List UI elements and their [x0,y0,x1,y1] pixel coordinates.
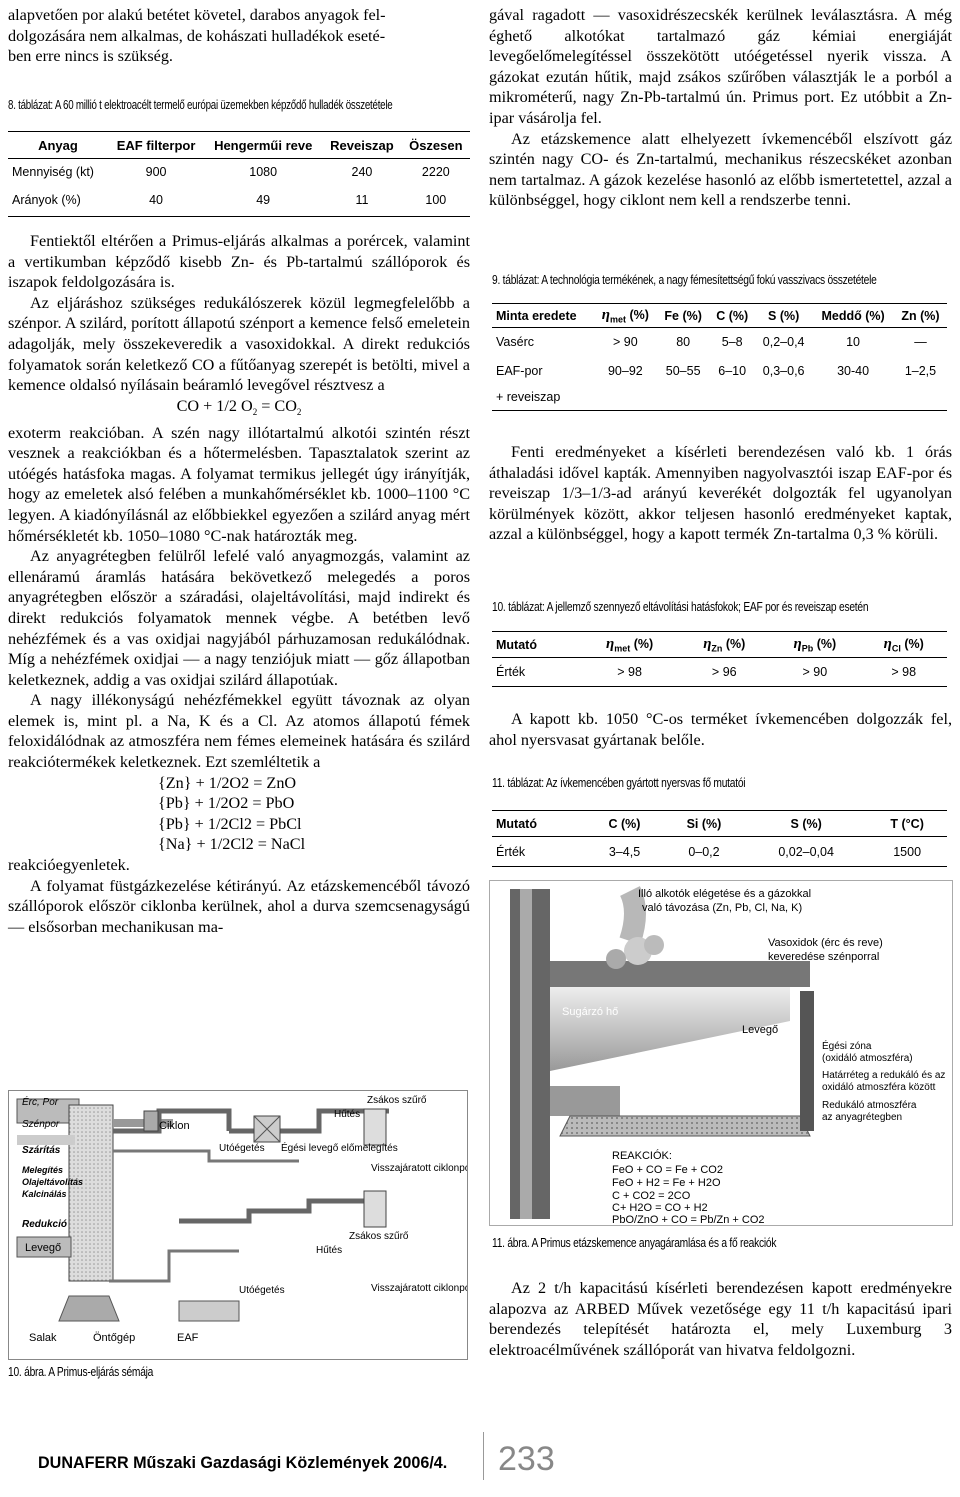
figure10-svg [9,1091,467,1359]
fig11-label: Vasoxidok (érc és reve) [768,937,883,949]
table-cell: Vasérc [496,335,534,350]
fig11-reaction: C + CO2 = 2CO [612,1190,691,1202]
fig11-label: keveredése szénporral [768,951,880,963]
table-cell: 0,2–0,4 [762,335,805,350]
body-text-right-mid [489,442,952,545]
table-cell: 10 [846,335,861,350]
paragraph: gával ragadott — vasoxidrészecskék kerülnek leválasztásra. A még éghető alkotókat tartalmazó gáz kémiai energiáját levegőelőmelegítéssel összekötött utóégetéssel nyerik vissza. A gázokat ezután hűtik, majd zsákos szűrőben választják le a porból a mikrométerű, nagy Zn-Pb-tartalmú ún. Primus port. Ez utóbbit a Zn-ipar vásárolja fel. [489,6,952,127]
fig10-label: Kalcinálás [22,1189,67,1199]
table-cell: 0,3–0,6 [762,363,805,378]
table-cell: 80 [676,335,691,350]
table11 [492,810,947,867]
paragraph: Fenti eredményeket a kísérleti berendezésen való kb. 1 órás áthaladási idővel kapták. Amennyiben nagyolvasztói iszap EAF-por és reveiszap 1/3–1/3-ad arányú keverékét dolgozták fel ugyanolyan körülmények között, akkor teljesen hasonló eredményeket kaptak, azzal a különbséggel, hogy a kapott termék Zn-tartalma 0,3 % körüli. [489,443,952,544]
equation: CO + 1/2 $O_2 = CO_2$ [176,396,302,417]
table8-caption: 8. táblázat: A 60 millió t elektroacélt termelő európai üzemekben képződő hulladék összetétele [8,98,393,112]
journal-title: DUNAFERR Műszaki Gazdasági Közlemények 2006/4. [38,1453,448,1472]
table-cell: 6–10 [718,363,747,378]
subscript: Cl [891,643,901,654]
fig11-label: az anyagrétegben [822,1112,903,1123]
table9-header: S (%) [755,304,812,328]
intro-line: alapvetően por alakú betétet követel, darabos anyagok fel- [8,6,386,24]
table10-caption: 10. táblázat: A jellemző szennyező eltávolítási hatásfokok; EAF por és reveiszap esetén [492,600,869,614]
fig10-label: Utóégetés [239,1285,285,1296]
paragraph: Az anyagrétegben felülről lefelé való anyagmozgás, valamint az ellenáramú áramlás hatására bekövetkező melegedés a poros anyagrétegben először a száradási, olajeltávolítási, majd indirekt és direkt redukciós folyamatok mennek végbe. A betétben levő nehézfémek és a vas oxidjai nagyjából párhuzamosan redukálódnak. Míg a nehézfémek oxidjai — a nagy tenziójuk miatt — gőz állapotban keletkeznek, addig a vas oxidjai szilárd állapotúak. [8,547,470,689]
table8-header: Hengerműi reve [204,132,322,159]
fig10-label: Salak [29,1332,57,1344]
figure10-caption: 10. ábra. A Primus-eljárás sémája [8,1365,154,1379]
table10-header-eta [679,632,769,658]
figure10-diagram [8,1090,468,1360]
table-cell: 11 [322,185,401,217]
body-text-right-mid2 [489,709,952,750]
page-number: 233 [498,1440,555,1478]
fig10-label: Szárítás [22,1145,61,1156]
table9-header: Minta eredete [492,304,594,328]
subscript: met [614,643,631,654]
unit: (%) [722,636,746,651]
reaction: {Pb} + 1/2Cl2 = PbCl [158,814,302,833]
table-row [492,357,947,385]
fig11-reactions-title: REAKCIÓK: [612,1150,672,1162]
fig10-label: Redukció [22,1219,68,1230]
table9-header: Zn (%) [894,304,947,328]
figure11-svg [490,881,952,1225]
subscript: Pb [801,643,814,654]
table8-header: Öszesen [402,132,470,159]
reaction: {Zn} + 1/2O2 = ZnO [158,773,297,792]
table-cell: 100 [402,185,470,217]
table-row [492,658,947,687]
unit: (%) [630,636,654,651]
table11-header: C (%) [586,811,663,837]
table10 [492,631,947,687]
table-row [8,185,470,217]
table11-header: Mutató [492,811,586,837]
fig11-label: való távozása (Zn, Pb, Cl, Na, K) [642,902,803,914]
unit: (%) [900,636,924,651]
fig10-label: Szénpor [22,1119,60,1130]
fig11-reaction: PbO/ZnO + CO = Pb/Zn + CO2 [612,1214,765,1225]
fig10-label: Olajeltávolítás [22,1177,84,1187]
fig10-label: Melegítés [22,1165,64,1175]
table-cell: 30-40 [837,363,870,378]
table-cell: 240 [351,164,373,179]
table9-header: Fe (%) [657,304,709,328]
fig10-label: Ciklon [159,1120,190,1132]
table11-caption: 11. táblázat: Az ívkemencében gyártott nyersvas fő mutatói [492,776,746,790]
table-cell [755,385,812,411]
table-cell [594,385,657,411]
paragraph: Fentiektől eltérően a Primus-eljárás alkalmas a porércek, valamint a vertikumban képződő kisebb Zn- és Pb-tartalmú szállóporok és iszapok feldolgozására is. [8,232,470,292]
table10-header-eta [580,632,679,658]
table-row [492,328,947,357]
eta-symbol: η [703,635,712,652]
table-cell: 1080 [249,164,278,179]
fig11-label: Illó alkotók elégetése és a gázokkal [638,888,812,900]
fig10-label: Zsákos szűrő [349,1231,409,1242]
table10-header-eta [769,632,860,658]
table-cell: Érték [492,837,586,867]
table11-header: S (%) [745,811,867,837]
fig11-label: Levegő [742,1024,779,1036]
table-cell: 0–0,2 [663,837,745,867]
eta-symbol: η [793,635,802,652]
table-cell: > 98 [580,658,679,687]
fig10-label: Visszajáratott ciklonpor [371,1163,467,1174]
figure11-caption: 11. ábra. A Primus etázskemence anyagáramlása és a fő reakciók [492,1236,777,1250]
footer-divider [483,1432,484,1480]
table-cell: 90–92 [607,363,643,378]
fig10-label: Visszajáratott ciklonpor [371,1283,467,1294]
table-cell: 1–2,5 [904,363,937,378]
table-cell: Érték [492,658,580,687]
subscript: met [610,314,627,325]
table-cell: 40 [108,185,204,217]
fig11-label: Határréteg a redukáló és az [822,1070,946,1081]
body-text-right-bottom [489,1278,952,1360]
paragraph: Az 2 t/h kapacitású kísérleti berendezésen kapott eredményekre alapozva az ARBED Művek vezetősége egy 11 t/h kapacitású ipari berendezés telepítését határozta el, mely Luxemburg 3 elektroacélművének szállóporát van hivatva feldolgozni. [489,1279,952,1359]
paragraph: A folyamat füstgázkezelése kétirányú. Az etázskemencéből távozó szállóporok először ciklonba kerülnek, ahol a durva szemcsenagyságú — elsősorban mechanikusan ma- [8,876,470,936]
table-cell: > 90 [613,335,638,350]
table-cell: > 98 [860,658,947,687]
reaction: {Na} + 1/2Cl2 = NaCl [158,835,306,854]
body-text-right-top [489,5,952,211]
table-cell [812,385,894,411]
unit: (%) [813,636,837,651]
reaction: {Pb} + 1/2O2 = PbO [158,794,295,813]
fig11-label: (oxidáló atmoszféra) [822,1053,913,1064]
table11-header: T (°C) [867,811,947,837]
intro-line: ben erre nincs is szükség. [8,47,173,66]
table-cell: > 96 [679,658,769,687]
table9-header-eta [594,304,657,328]
table10-header: Mutató [492,632,580,658]
table-cell: EAF-por [496,363,543,378]
fig10-label: EAF [177,1332,199,1344]
table-cell: 1500 [867,837,947,867]
paragraph: Az eljáráshoz szükséges redukálószerek közül legmegfelelőbb a szénpor. A szilárd, porított állapotú szénport a kemence felső emeletein adagolják, mely összekeveredik a vasoxidokkal. A direkt redukciós folyamatok során keletkező CO a fűtőanyag szerepét is betölti, mivel a kemence oldalsó nyílásain beáramló levegővel résztvesz a [8,293,470,395]
unit: (%) [626,307,649,322]
table-cell: 3–4,5 [586,837,663,867]
fig10-label: Hűtés [316,1245,343,1256]
table8-header: Reveiszap [322,132,401,159]
table8-header: Anyag [8,132,108,159]
table10-header-eta [860,632,947,658]
table9-caption: 9. táblázat: A technológia termékének, a nagy fémesítettségű fokú vasszivacs összetétele [492,273,877,287]
eta-symbol: η [883,635,892,652]
table-cell: Arányok (%) [8,185,108,217]
table-cell: 50–55 [665,363,701,378]
fig10-label: Öntőgép [93,1332,136,1344]
fig11-reaction: FeO + H2 = Fe + H2O [612,1177,721,1189]
intro-line: dolgozására nem alkalmas, de kohászati hulladékok eseté- [8,26,386,45]
fig11-label: Redukáló atmoszféra [822,1100,917,1111]
fig11-reaction: C+ H2O = CO + H2 [612,1202,708,1214]
table9-header: C (%) [709,304,755,328]
table-cell: > 90 [769,658,860,687]
table-cell [657,385,709,411]
intro-paragraph [8,5,470,67]
fig11-label: Sugárzó hő [562,1006,619,1018]
table9-header: Meddő (%) [812,304,894,328]
table-cell [894,385,947,411]
fig11-label: oxidáló atmoszféra között [822,1082,936,1093]
table11-header: Si (%) [663,811,745,837]
fig10-label: Levegő [25,1242,62,1254]
fig10-label: Érc, Por [22,1097,59,1108]
fig10-label: Égési levegő előmelegítés [281,1143,398,1154]
table-cell: 900 [145,164,167,179]
fig10-label: Utóégetés [219,1143,265,1154]
table-cell: 49 [204,185,322,217]
eta-symbol: η [601,306,611,323]
fig11-label: Égési zóna [822,1041,872,1052]
table-cell [709,385,755,411]
table-cell: 2220 [421,164,450,179]
fig10-label: Hűtés [334,1109,361,1120]
table-cell: + reveiszap [492,385,594,411]
figure11-diagram [489,880,953,1226]
table8-header: EAF filterpor [108,132,204,159]
table-row [492,385,947,411]
table8 [8,131,470,217]
body-text-left [8,231,470,937]
fig11-reaction: FeO + CO = Fe + CO2 [612,1164,723,1176]
table-cell: — [914,335,927,350]
fig10-label: Zsákos szűrő [367,1095,427,1106]
reaction-equations [8,773,470,855]
paragraph: A kapott kb. 1050 °C-os terméket ívkemencében dolgozzák fel, ahol nyersvasat gyártanak belőle. [489,710,952,749]
paragraph: exoterm reakcióban. A szén nagy illótartalmú alkotói szintén részt vesznek a reakciókban és a hőtermelésben. Tapasztalatok szerint az utóégés hatásfoka magas. A folyamat termikus jellegét úgy irányítják, hogy az emeletek alsó felében a munkahőmérséklet kb. 1000–1100 °C legyen. A kiadónyílásnál az előbbiekkel egyezően a szilárd anyag mért hőmérsékletét kb. 1050–1080 °C-nak határozták meg. [8,423,470,545]
paragraph: A nagy illékonyságú nehézfémekkel együtt távoznak az olyan elemek is, mint pl. a Na, K és a Cl. Az atomos állapotú fémek feloxidálódnak az atmoszféra nem fémes elemeinek hatására és szilárd reakciótermékek keletkeznek. Ezt szemléltetik a [8,691,470,772]
table-cell: 5–8 [721,335,743,350]
table-cell: Mennyiség (kt) [12,164,94,179]
table-cell: 0,02–0,04 [745,837,867,867]
subscript: Zn [711,643,723,654]
paragraph: reakcióegyenletek. [8,856,130,875]
paragraph: Az etázskemence alatt elhelyezett ívkemencéből elszívott gáz szintén nagy CO- és Zn-tartalmú, mechanikus részecskéket azonban nem tartalmaz. A gázok kezelése hasonló az előbb ismertetettel, azzal a különbséggel, hogy ciklont nem kell a rendszerbe tenni. [489,129,952,210]
table9 [492,303,947,411]
table-row [8,159,470,185]
eta-symbol: η [606,635,615,652]
table-row [492,837,947,867]
